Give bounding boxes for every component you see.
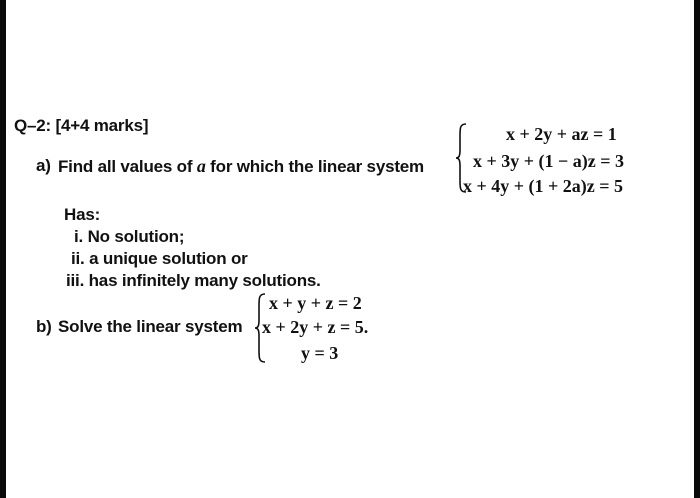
- part-a-variable: a: [196, 156, 206, 176]
- system-a-equation-2: x + 3y + (1 − a)z = 3: [473, 151, 625, 171]
- part-a-prompt-end: for which the linear system: [205, 157, 424, 176]
- part-b-prompt: Solve the linear system: [58, 317, 243, 336]
- system-b-equation-1: x + y + z = 2: [269, 293, 362, 313]
- right-border: [694, 0, 700, 498]
- option-ii-number: ii.: [71, 249, 85, 268]
- option-iii-number: iii.: [66, 271, 85, 290]
- option-iii: [66, 271, 321, 291]
- system-b-equation-3: y = 3: [301, 343, 339, 363]
- option-ii: [71, 249, 248, 269]
- option-i-text: No solution;: [87, 227, 185, 246]
- part-a-label: a): [36, 156, 51, 175]
- option-ii-text: a unique solution or: [89, 249, 248, 268]
- option-iii-text: has infinitely many solutions.: [88, 271, 321, 290]
- part-a-prompt-start: Find all values of: [58, 157, 197, 176]
- part-b-label: b): [36, 317, 52, 336]
- option-i-number: i.: [74, 227, 84, 246]
- option-i: [74, 227, 184, 247]
- part-a-prompt: [58, 156, 424, 177]
- system-a-equation-3: x + 4y + (1 + 2a)z = 5: [463, 176, 624, 196]
- system-a-equation-1: x + 2y + az = 1: [506, 124, 617, 144]
- question-heading: Q–2: [4+4 marks]: [14, 116, 149, 135]
- system-b-equation-2: x + 2y + z = 5.: [262, 317, 369, 337]
- has-label: Has:: [64, 205, 101, 224]
